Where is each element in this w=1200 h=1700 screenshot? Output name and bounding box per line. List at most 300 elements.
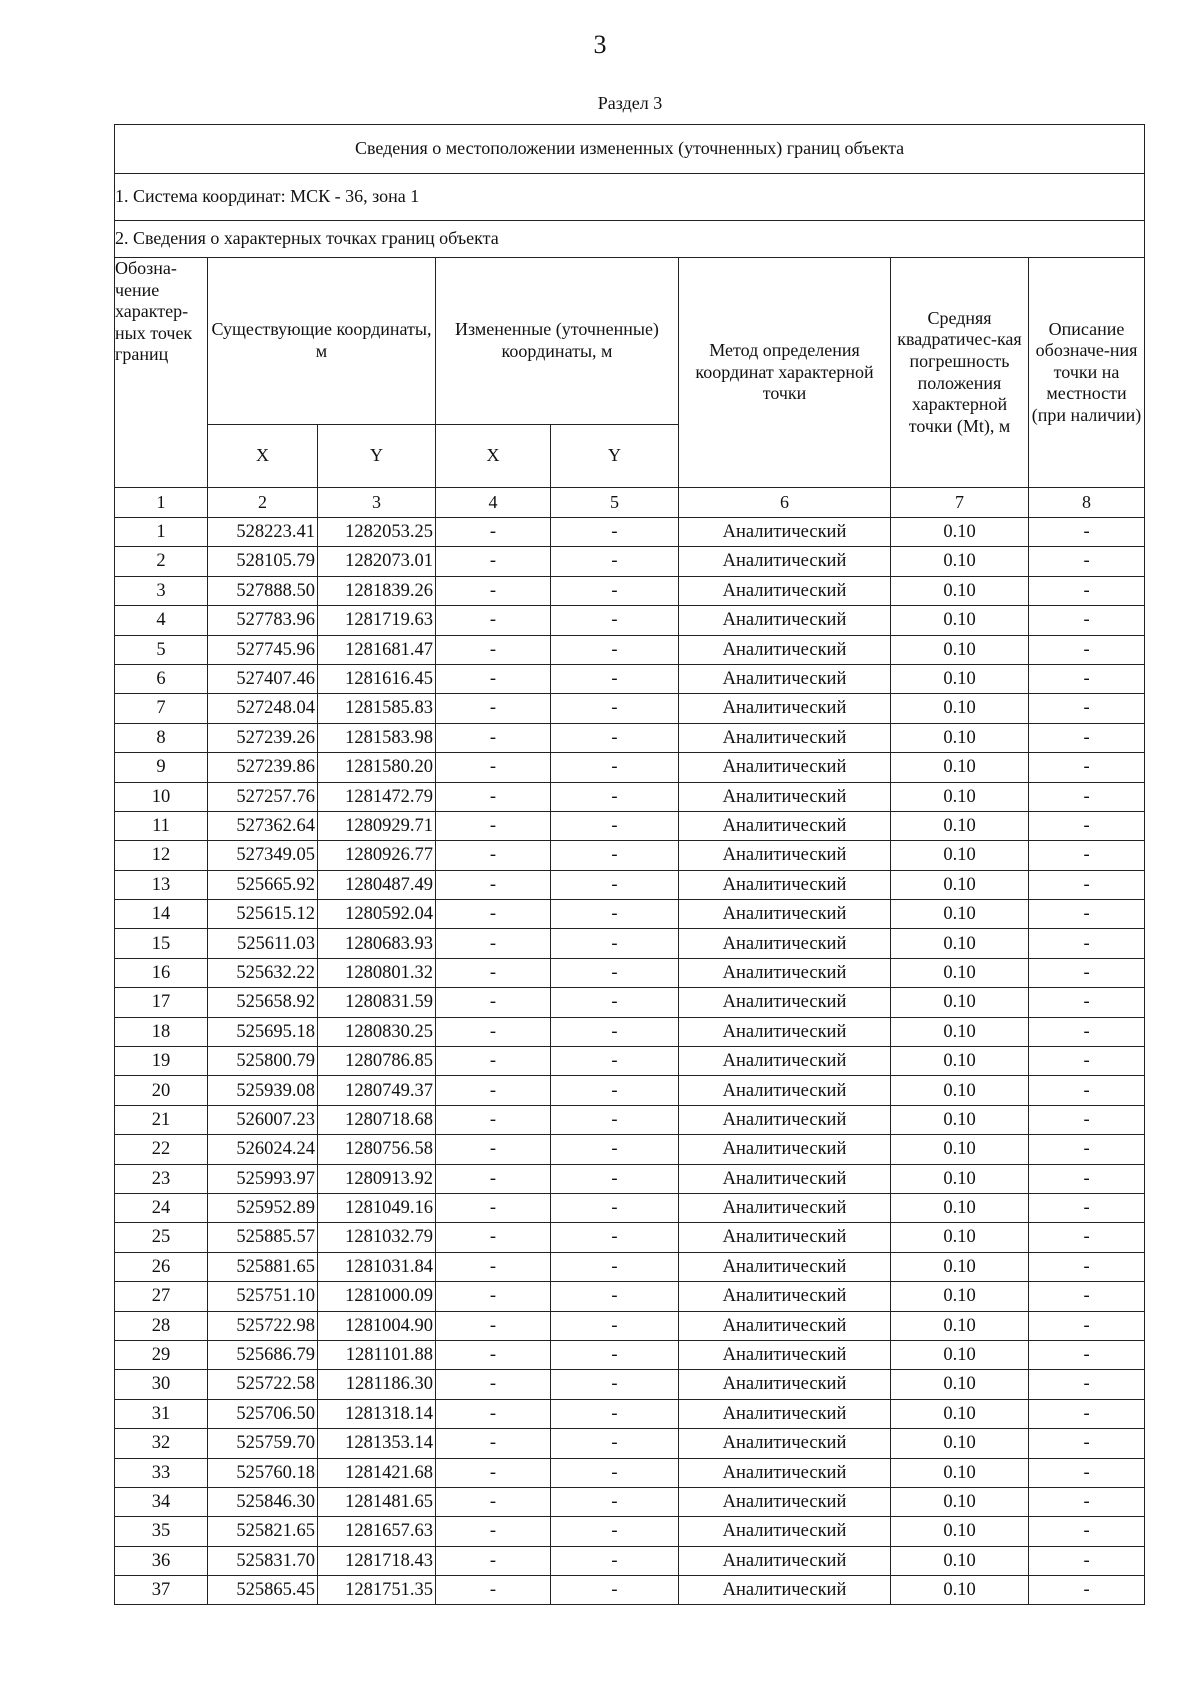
description-cell: - bbox=[1029, 1399, 1145, 1428]
existing-x-cell: 527888.50 bbox=[208, 576, 318, 605]
existing-x-cell: 528223.41 bbox=[208, 518, 318, 547]
error-cell: 0.10 bbox=[891, 1252, 1029, 1281]
point-number-cell: 15 bbox=[115, 929, 208, 958]
table-row bbox=[115, 664, 1145, 693]
changed-x-cell: - bbox=[436, 1047, 551, 1076]
table-row bbox=[115, 988, 1145, 1017]
existing-x-cell: 527407.46 bbox=[208, 664, 318, 693]
description-cell: - bbox=[1029, 518, 1145, 547]
point-number-cell: 11 bbox=[115, 811, 208, 840]
existing-y-cell: 1281032.79 bbox=[318, 1223, 436, 1252]
table-row bbox=[115, 1252, 1145, 1281]
description-cell: - bbox=[1029, 606, 1145, 635]
method-cell: Аналитический bbox=[679, 1164, 891, 1193]
existing-x-cell: 525831.70 bbox=[208, 1546, 318, 1575]
table-row bbox=[115, 1546, 1145, 1575]
changed-x-cell: - bbox=[436, 1487, 551, 1516]
changed-y-cell: - bbox=[551, 900, 679, 929]
changed-y-cell: - bbox=[551, 547, 679, 576]
changed-y-cell: - bbox=[551, 694, 679, 723]
changed-x-cell: - bbox=[436, 1252, 551, 1281]
changed-x-cell: - bbox=[436, 1370, 551, 1399]
error-cell: 0.10 bbox=[891, 723, 1029, 752]
changed-x-cell: - bbox=[436, 635, 551, 664]
method-cell: Аналитический bbox=[679, 958, 891, 987]
description-cell: - bbox=[1029, 1076, 1145, 1105]
column-number: 4 bbox=[436, 488, 551, 518]
existing-y-cell: 1281000.09 bbox=[318, 1282, 436, 1311]
table-row bbox=[115, 518, 1145, 547]
changed-x-cell: - bbox=[436, 606, 551, 635]
table-row bbox=[115, 1047, 1145, 1076]
point-number-cell: 21 bbox=[115, 1105, 208, 1134]
error-cell: 0.10 bbox=[891, 929, 1029, 958]
description-cell: - bbox=[1029, 782, 1145, 811]
existing-y-cell: 1280718.68 bbox=[318, 1105, 436, 1134]
method-cell: Аналитический bbox=[679, 1223, 891, 1252]
changed-y-cell: - bbox=[551, 958, 679, 987]
changed-x-cell: - bbox=[436, 547, 551, 576]
error-cell: 0.10 bbox=[891, 753, 1029, 782]
existing-y-cell: 1281049.16 bbox=[318, 1193, 436, 1222]
changed-x-cell: - bbox=[436, 870, 551, 899]
existing-y-cell: 1281580.20 bbox=[318, 753, 436, 782]
error-cell: 0.10 bbox=[891, 988, 1029, 1017]
method-cell: Аналитический bbox=[679, 1576, 891, 1605]
description-cell: - bbox=[1029, 1370, 1145, 1399]
error-cell: 0.10 bbox=[891, 694, 1029, 723]
description-cell: - bbox=[1029, 811, 1145, 840]
point-number-cell: 9 bbox=[115, 753, 208, 782]
error-cell: 0.10 bbox=[891, 576, 1029, 605]
changed-x-cell: - bbox=[436, 1076, 551, 1105]
point-number-cell: 26 bbox=[115, 1252, 208, 1281]
point-number-cell: 5 bbox=[115, 635, 208, 664]
table-row bbox=[115, 1399, 1145, 1428]
changed-x-cell: - bbox=[436, 576, 551, 605]
table-row bbox=[115, 576, 1145, 605]
existing-x-cell: 527248.04 bbox=[208, 694, 318, 723]
header-error: Средняя квадратичес-кая погрешность положения характерной точки (Mt), м bbox=[891, 258, 1029, 488]
error-cell: 0.10 bbox=[891, 1576, 1029, 1605]
description-cell: - bbox=[1029, 1458, 1145, 1487]
changed-x-cell: - bbox=[436, 664, 551, 693]
existing-x-cell: 525846.30 bbox=[208, 1487, 318, 1516]
changed-y-cell: - bbox=[551, 782, 679, 811]
existing-x-cell: 525759.70 bbox=[208, 1429, 318, 1458]
description-cell: - bbox=[1029, 635, 1145, 664]
changed-y-cell: - bbox=[551, 1546, 679, 1575]
header-method: Метод определения координат характерной точки bbox=[679, 258, 891, 488]
table-row bbox=[115, 811, 1145, 840]
method-cell: Аналитический bbox=[679, 1399, 891, 1428]
method-cell: Аналитический bbox=[679, 929, 891, 958]
existing-x-cell: 525632.22 bbox=[208, 958, 318, 987]
existing-x-cell: 525993.97 bbox=[208, 1164, 318, 1193]
changed-y-cell: - bbox=[551, 1517, 679, 1546]
existing-y-cell: 1281657.63 bbox=[318, 1517, 436, 1546]
method-cell: Аналитический bbox=[679, 900, 891, 929]
existing-y-cell: 1281031.84 bbox=[318, 1252, 436, 1281]
method-cell: Аналитический bbox=[679, 1252, 891, 1281]
changed-y-cell: - bbox=[551, 1282, 679, 1311]
description-cell: - bbox=[1029, 1223, 1145, 1252]
changed-y-cell: - bbox=[551, 929, 679, 958]
changed-x-cell: - bbox=[436, 1340, 551, 1369]
method-cell: Аналитический bbox=[679, 870, 891, 899]
changed-x-cell: - bbox=[436, 929, 551, 958]
table-row bbox=[115, 1487, 1145, 1516]
error-cell: 0.10 bbox=[891, 811, 1029, 840]
existing-y-cell: 1281318.14 bbox=[318, 1399, 436, 1428]
existing-x-cell: 526024.24 bbox=[208, 1135, 318, 1164]
point-number-cell: 12 bbox=[115, 841, 208, 870]
existing-y-cell: 1281186.30 bbox=[318, 1370, 436, 1399]
changed-y-cell: - bbox=[551, 518, 679, 547]
changed-x-cell: - bbox=[436, 518, 551, 547]
table-row bbox=[115, 958, 1145, 987]
description-cell: - bbox=[1029, 958, 1145, 987]
header-description: Описание обозначе-ния точки на местности (при наличии) bbox=[1029, 258, 1145, 488]
existing-y-cell: 1281004.90 bbox=[318, 1311, 436, 1340]
table-row bbox=[115, 1105, 1145, 1134]
error-cell: 0.10 bbox=[891, 1047, 1029, 1076]
table-row bbox=[115, 753, 1145, 782]
point-number-cell: 7 bbox=[115, 694, 208, 723]
existing-x-cell: 525695.18 bbox=[208, 1017, 318, 1046]
changed-y-cell: - bbox=[551, 841, 679, 870]
table-row bbox=[115, 723, 1145, 752]
changed-y-cell: - bbox=[551, 988, 679, 1017]
table-row bbox=[115, 1223, 1145, 1252]
description-cell: - bbox=[1029, 870, 1145, 899]
point-number-cell: 34 bbox=[115, 1487, 208, 1516]
error-cell: 0.10 bbox=[891, 1370, 1029, 1399]
changed-y-cell: - bbox=[551, 1399, 679, 1428]
header-changed-x: X bbox=[436, 425, 551, 488]
description-cell: - bbox=[1029, 1135, 1145, 1164]
page-number: 3 bbox=[593, 30, 607, 59]
table-row bbox=[115, 694, 1145, 723]
method-cell: Аналитический bbox=[679, 723, 891, 752]
description-cell: - bbox=[1029, 988, 1145, 1017]
point-number-cell: 18 bbox=[115, 1017, 208, 1046]
existing-x-cell: 525611.03 bbox=[208, 929, 318, 958]
description-cell: - bbox=[1029, 547, 1145, 576]
header-existing-coords: Существующие координаты, м bbox=[208, 258, 436, 425]
changed-x-cell: - bbox=[436, 1546, 551, 1575]
existing-x-cell: 527257.76 bbox=[208, 782, 318, 811]
description-cell: - bbox=[1029, 1340, 1145, 1369]
changed-x-cell: - bbox=[436, 1576, 551, 1605]
changed-x-cell: - bbox=[436, 958, 551, 987]
changed-x-cell: - bbox=[436, 723, 551, 752]
point-number-cell: 23 bbox=[115, 1164, 208, 1193]
method-cell: Аналитический bbox=[679, 694, 891, 723]
error-cell: 0.10 bbox=[891, 547, 1029, 576]
method-cell: Аналитический bbox=[679, 1135, 891, 1164]
table-row bbox=[115, 841, 1145, 870]
description-cell: - bbox=[1029, 1252, 1145, 1281]
error-cell: 0.10 bbox=[891, 1517, 1029, 1546]
error-cell: 0.10 bbox=[891, 664, 1029, 693]
existing-y-cell: 1280801.32 bbox=[318, 958, 436, 987]
table-row bbox=[115, 1576, 1145, 1605]
method-cell: Аналитический bbox=[679, 1546, 891, 1575]
header-changed-y: Y bbox=[551, 425, 679, 488]
changed-y-cell: - bbox=[551, 1223, 679, 1252]
existing-x-cell: 527783.96 bbox=[208, 606, 318, 635]
table-row bbox=[115, 1458, 1145, 1487]
method-cell: Аналитический bbox=[679, 1429, 891, 1458]
column-number: 5 bbox=[551, 488, 679, 518]
point-number-cell: 16 bbox=[115, 958, 208, 987]
existing-y-cell: 1280749.37 bbox=[318, 1076, 436, 1105]
point-number-cell: 3 bbox=[115, 576, 208, 605]
existing-y-cell: 1280831.59 bbox=[318, 988, 436, 1017]
column-number: 8 bbox=[1029, 488, 1145, 518]
changed-y-cell: - bbox=[551, 1429, 679, 1458]
method-cell: Аналитический bbox=[679, 753, 891, 782]
point-number-cell: 35 bbox=[115, 1517, 208, 1546]
method-cell: Аналитический bbox=[679, 518, 891, 547]
existing-y-cell: 1280926.77 bbox=[318, 841, 436, 870]
existing-x-cell: 525939.08 bbox=[208, 1076, 318, 1105]
point-number-cell: 25 bbox=[115, 1223, 208, 1252]
existing-y-cell: 1281472.79 bbox=[318, 782, 436, 811]
method-cell: Аналитический bbox=[679, 1076, 891, 1105]
description-cell: - bbox=[1029, 929, 1145, 958]
existing-y-cell: 1281353.14 bbox=[318, 1429, 436, 1458]
changed-y-cell: - bbox=[551, 870, 679, 899]
table-row bbox=[115, 1017, 1145, 1046]
header-changed-coords: Измененные (уточненные) координаты, м bbox=[436, 258, 679, 425]
point-number-cell: 27 bbox=[115, 1282, 208, 1311]
table-row bbox=[115, 606, 1145, 635]
error-cell: 0.10 bbox=[891, 958, 1029, 987]
table-row bbox=[115, 1076, 1145, 1105]
error-cell: 0.10 bbox=[891, 841, 1029, 870]
error-cell: 0.10 bbox=[891, 1487, 1029, 1516]
existing-y-cell: 1280683.93 bbox=[318, 929, 436, 958]
changed-x-cell: - bbox=[436, 753, 551, 782]
changed-x-cell: - bbox=[436, 694, 551, 723]
existing-y-cell: 1280786.85 bbox=[318, 1047, 436, 1076]
changed-x-cell: - bbox=[436, 1282, 551, 1311]
table-row bbox=[115, 1370, 1145, 1399]
description-cell: - bbox=[1029, 1311, 1145, 1340]
description-cell: - bbox=[1029, 1487, 1145, 1516]
method-cell: Аналитический bbox=[679, 1193, 891, 1222]
changed-y-cell: - bbox=[551, 1164, 679, 1193]
existing-y-cell: 1281681.47 bbox=[318, 635, 436, 664]
method-cell: Аналитический bbox=[679, 1340, 891, 1369]
description-cell: - bbox=[1029, 694, 1145, 723]
existing-y-cell: 1282053.25 bbox=[318, 518, 436, 547]
point-number-cell: 33 bbox=[115, 1458, 208, 1487]
existing-y-cell: 1281718.43 bbox=[318, 1546, 436, 1575]
changed-x-cell: - bbox=[436, 1164, 551, 1193]
method-cell: Аналитический bbox=[679, 811, 891, 840]
points-info-heading: 2. Сведения о характерных точках границ объекта bbox=[115, 221, 1145, 258]
changed-y-cell: - bbox=[551, 1252, 679, 1281]
point-number-cell: 2 bbox=[115, 547, 208, 576]
description-cell: - bbox=[1029, 1576, 1145, 1605]
point-number-cell: 8 bbox=[115, 723, 208, 752]
existing-y-cell: 1280830.25 bbox=[318, 1017, 436, 1046]
point-number-cell: 1 bbox=[115, 518, 208, 547]
method-cell: Аналитический bbox=[679, 1487, 891, 1516]
changed-y-cell: - bbox=[551, 606, 679, 635]
error-cell: 0.10 bbox=[891, 870, 1029, 899]
method-cell: Аналитический bbox=[679, 1517, 891, 1546]
existing-x-cell: 527239.86 bbox=[208, 753, 318, 782]
description-cell: - bbox=[1029, 723, 1145, 752]
changed-x-cell: - bbox=[436, 1458, 551, 1487]
method-cell: Аналитический bbox=[679, 635, 891, 664]
changed-y-cell: - bbox=[551, 1458, 679, 1487]
error-cell: 0.10 bbox=[891, 1105, 1029, 1134]
existing-x-cell: 525885.57 bbox=[208, 1223, 318, 1252]
error-cell: 0.10 bbox=[891, 1076, 1029, 1105]
method-cell: Аналитический bbox=[679, 841, 891, 870]
existing-y-cell: 1281421.68 bbox=[318, 1458, 436, 1487]
table-row bbox=[115, 1282, 1145, 1311]
existing-x-cell: 525821.65 bbox=[208, 1517, 318, 1546]
error-cell: 0.10 bbox=[891, 900, 1029, 929]
table-row bbox=[115, 1135, 1145, 1164]
table-row bbox=[115, 929, 1145, 958]
point-number-cell: 32 bbox=[115, 1429, 208, 1458]
method-cell: Аналитический bbox=[679, 1458, 891, 1487]
changed-y-cell: - bbox=[551, 1576, 679, 1605]
column-number: 7 bbox=[891, 488, 1029, 518]
error-cell: 0.10 bbox=[891, 1223, 1029, 1252]
changed-y-cell: - bbox=[551, 635, 679, 664]
existing-x-cell: 525865.45 bbox=[208, 1576, 318, 1605]
changed-y-cell: - bbox=[551, 1105, 679, 1134]
error-cell: 0.10 bbox=[891, 1546, 1029, 1575]
changed-x-cell: - bbox=[436, 1223, 551, 1252]
changed-y-cell: - bbox=[551, 1487, 679, 1516]
existing-x-cell: 525952.89 bbox=[208, 1193, 318, 1222]
changed-x-cell: - bbox=[436, 1517, 551, 1546]
description-cell: - bbox=[1029, 900, 1145, 929]
description-cell: - bbox=[1029, 1164, 1145, 1193]
existing-y-cell: 1281839.26 bbox=[318, 576, 436, 605]
method-cell: Аналитический bbox=[679, 1311, 891, 1340]
existing-x-cell: 527362.64 bbox=[208, 811, 318, 840]
method-cell: Аналитический bbox=[679, 576, 891, 605]
point-number-cell: 24 bbox=[115, 1193, 208, 1222]
table-row bbox=[115, 1193, 1145, 1222]
header-designation: Обозна-чение характер-ных точек границ bbox=[115, 258, 208, 488]
error-cell: 0.10 bbox=[891, 782, 1029, 811]
description-cell: - bbox=[1029, 841, 1145, 870]
changed-y-cell: - bbox=[551, 753, 679, 782]
error-cell: 0.10 bbox=[891, 606, 1029, 635]
changed-x-cell: - bbox=[436, 1135, 551, 1164]
changed-y-cell: - bbox=[551, 723, 679, 752]
error-cell: 0.10 bbox=[891, 1429, 1029, 1458]
method-cell: Аналитический bbox=[679, 782, 891, 811]
changed-x-cell: - bbox=[436, 1105, 551, 1134]
existing-x-cell: 525615.12 bbox=[208, 900, 318, 929]
changed-x-cell: - bbox=[436, 988, 551, 1017]
column-number: 6 bbox=[679, 488, 891, 518]
error-cell: 0.10 bbox=[891, 1311, 1029, 1340]
error-cell: 0.10 bbox=[891, 1135, 1029, 1164]
changed-y-cell: - bbox=[551, 1311, 679, 1340]
existing-x-cell: 527349.05 bbox=[208, 841, 318, 870]
method-cell: Аналитический bbox=[679, 1105, 891, 1134]
point-number-cell: 36 bbox=[115, 1546, 208, 1575]
table-row bbox=[115, 1429, 1145, 1458]
changed-y-cell: - bbox=[551, 1193, 679, 1222]
table-row bbox=[115, 1164, 1145, 1193]
error-cell: 0.10 bbox=[891, 1399, 1029, 1428]
existing-y-cell: 1280592.04 bbox=[318, 900, 436, 929]
changed-x-cell: - bbox=[436, 1399, 551, 1428]
existing-x-cell: 527239.26 bbox=[208, 723, 318, 752]
table-title: Сведения о местоположении измененных (уточненных) границ объекта bbox=[115, 125, 1145, 174]
table-row bbox=[115, 900, 1145, 929]
existing-x-cell: 525722.98 bbox=[208, 1311, 318, 1340]
table-row bbox=[115, 782, 1145, 811]
changed-x-cell: - bbox=[436, 1017, 551, 1046]
description-cell: - bbox=[1029, 664, 1145, 693]
point-number-cell: 29 bbox=[115, 1340, 208, 1369]
description-cell: - bbox=[1029, 576, 1145, 605]
existing-x-cell: 525800.79 bbox=[208, 1047, 318, 1076]
coordinate-system: 1. Система координат: МСК - 36, зона 1 bbox=[115, 174, 1145, 221]
error-cell: 0.10 bbox=[891, 1193, 1029, 1222]
existing-x-cell: 525706.50 bbox=[208, 1399, 318, 1428]
point-number-cell: 31 bbox=[115, 1399, 208, 1428]
method-cell: Аналитический bbox=[679, 1017, 891, 1046]
method-cell: Аналитический bbox=[679, 664, 891, 693]
error-cell: 0.10 bbox=[891, 1282, 1029, 1311]
column-number: 1 bbox=[115, 488, 208, 518]
method-cell: Аналитический bbox=[679, 606, 891, 635]
changed-y-cell: - bbox=[551, 1340, 679, 1369]
changed-y-cell: - bbox=[551, 811, 679, 840]
existing-x-cell: 525881.65 bbox=[208, 1252, 318, 1281]
error-cell: 0.10 bbox=[891, 518, 1029, 547]
method-cell: Аналитический bbox=[679, 1282, 891, 1311]
existing-y-cell: 1281719.63 bbox=[318, 606, 436, 635]
point-number-cell: 14 bbox=[115, 900, 208, 929]
existing-y-cell: 1280913.92 bbox=[318, 1164, 436, 1193]
description-cell: - bbox=[1029, 1105, 1145, 1134]
existing-x-cell: 527745.96 bbox=[208, 635, 318, 664]
table-row bbox=[115, 635, 1145, 664]
existing-y-cell: 1280487.49 bbox=[318, 870, 436, 899]
point-number-cell: 28 bbox=[115, 1311, 208, 1340]
point-number-cell: 19 bbox=[115, 1047, 208, 1076]
changed-x-cell: - bbox=[436, 1311, 551, 1340]
existing-x-cell: 525665.92 bbox=[208, 870, 318, 899]
existing-y-cell: 1282073.01 bbox=[318, 547, 436, 576]
method-cell: Аналитический bbox=[679, 1370, 891, 1399]
existing-x-cell: 525658.92 bbox=[208, 988, 318, 1017]
table-row bbox=[115, 1517, 1145, 1546]
header-existing-x: X bbox=[208, 425, 318, 488]
changed-y-cell: - bbox=[551, 1370, 679, 1399]
changed-x-cell: - bbox=[436, 841, 551, 870]
column-number: 2 bbox=[208, 488, 318, 518]
existing-x-cell: 526007.23 bbox=[208, 1105, 318, 1134]
